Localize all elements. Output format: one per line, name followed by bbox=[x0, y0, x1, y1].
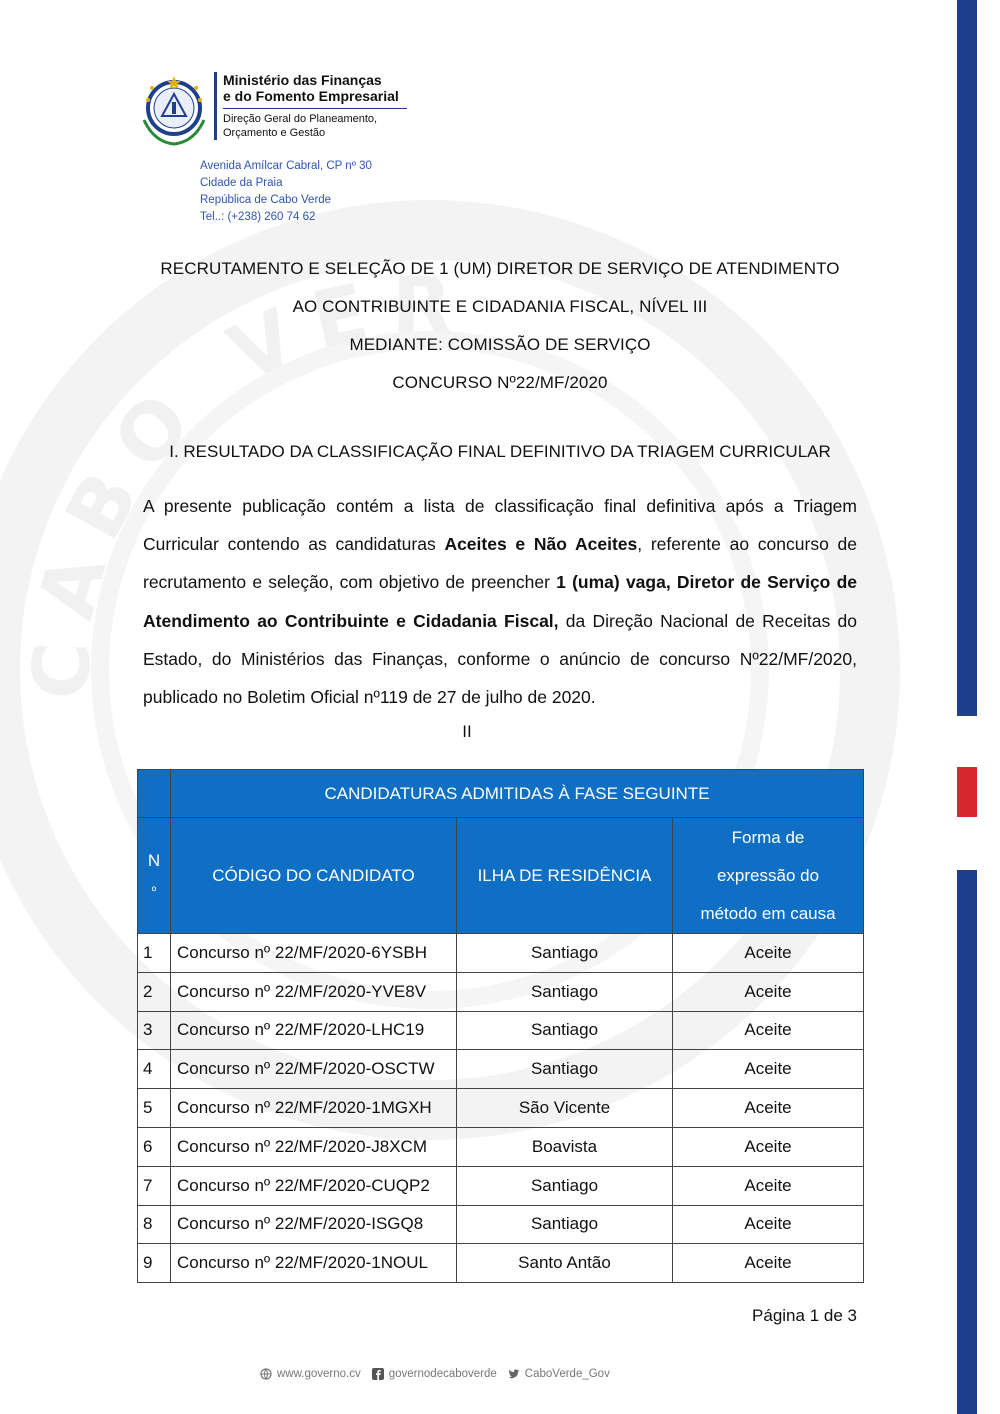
title-line: CONCURSO Nº22/MF/2020 bbox=[392, 373, 608, 392]
cell-candidate-code: Concurso nº 22/MF/2020-1NOUL bbox=[171, 1244, 457, 1283]
title-line: AO CONTRIBUINTE E CIDADANIA FISCAL, NÍVEL III bbox=[292, 297, 708, 316]
table-corner-cell bbox=[138, 770, 171, 818]
cell-number: 2 bbox=[138, 972, 171, 1011]
col-header-number-line1: N bbox=[147, 850, 161, 870]
cell-island: Santo Antão bbox=[457, 1244, 673, 1283]
footer-links bbox=[260, 1368, 610, 1380]
cell-number: 8 bbox=[138, 1205, 171, 1244]
table-row bbox=[138, 1205, 864, 1244]
cell-candidate-code: Concurso nº 22/MF/2020-YVE8V bbox=[171, 972, 457, 1011]
address-block bbox=[200, 158, 372, 226]
cell-number: 9 bbox=[138, 1244, 171, 1283]
candidates-table bbox=[137, 769, 864, 1283]
cell-candidate-code: Concurso nº 22/MF/2020-CUQP2 bbox=[171, 1166, 457, 1205]
cell-candidate-code: Concurso nº 22/MF/2020-LHC19 bbox=[171, 1011, 457, 1050]
col-header-number-line2: º bbox=[151, 883, 157, 898]
cell-candidate-code: Concurso nº 22/MF/2020-ISGQ8 bbox=[171, 1205, 457, 1244]
address-line: Tel..: (+238) 260 74 62 bbox=[200, 211, 316, 223]
section-roman-numeral: II bbox=[462, 722, 472, 741]
side-bar-blue-top bbox=[957, 0, 977, 716]
page-current: 1 bbox=[809, 1306, 820, 1325]
page-prefix: Página bbox=[752, 1306, 810, 1325]
cell-candidate-code: Concurso nº 22/MF/2020-OSCTW bbox=[171, 1050, 457, 1089]
cell-result: Aceite bbox=[673, 1089, 864, 1128]
address-line: Avenida Amílcar Cabral, CP nº 30 bbox=[200, 160, 372, 172]
cell-number: 1 bbox=[138, 934, 171, 973]
table-row bbox=[138, 1011, 864, 1050]
cell-island: Santiago bbox=[457, 972, 673, 1011]
cell-result: Aceite bbox=[673, 972, 864, 1011]
cell-result: Aceite bbox=[673, 1244, 864, 1283]
cell-result: Aceite bbox=[673, 1127, 864, 1166]
address-line: Cidade da Praia bbox=[200, 177, 283, 189]
globe-icon bbox=[260, 1368, 272, 1380]
cell-candidate-code: Concurso nº 22/MF/2020-1MGXH bbox=[171, 1089, 457, 1128]
table-row bbox=[138, 934, 864, 973]
table-row bbox=[138, 1089, 864, 1128]
cell-island: Santiago bbox=[457, 1166, 673, 1205]
table-row bbox=[138, 1244, 864, 1283]
table-caption: CANDIDATURAS ADMITIDAS À FASE SEGUINTE bbox=[171, 770, 864, 818]
table-row bbox=[138, 972, 864, 1011]
watermark-text: CABO VER bbox=[16, 261, 473, 701]
footer-website-link[interactable]: www.governo.cv bbox=[277, 1368, 361, 1380]
col-header-number bbox=[138, 818, 171, 934]
col-header-island: ILHA DE RESIDÊNCIA bbox=[457, 818, 673, 934]
intro-paragraph bbox=[143, 487, 857, 716]
cell-result: Aceite bbox=[673, 1011, 864, 1050]
cell-island: Santiago bbox=[457, 1050, 673, 1089]
paragraph-text: da Direção Nacional de Receitas do Estado, do Ministérios das Finanças, conforme o anúncio de concurso Nº22/MF/2020, publicado no Boletim Oficial nº119 de 27 de julho de 2020. bbox=[143, 610, 857, 708]
table-row bbox=[138, 1127, 864, 1166]
cell-number: 3 bbox=[138, 1011, 171, 1050]
header-divider bbox=[223, 108, 407, 109]
cell-result: Aceite bbox=[673, 934, 864, 973]
col-header-result: Forma de expressão do método em causa bbox=[673, 818, 864, 934]
twitter-icon bbox=[508, 1368, 520, 1380]
cell-result: Aceite bbox=[673, 1205, 864, 1244]
cell-island: São Vicente bbox=[457, 1089, 673, 1128]
footer-facebook-link[interactable]: governodecaboverde bbox=[388, 1368, 497, 1380]
cell-number: 5 bbox=[138, 1089, 171, 1128]
page-number bbox=[700, 1306, 857, 1326]
title-line: MEDIANTE: COMISSÃO DE SERVIÇO bbox=[349, 335, 651, 354]
cell-number: 7 bbox=[138, 1166, 171, 1205]
table-row bbox=[138, 1166, 864, 1205]
side-bar-red bbox=[957, 767, 977, 817]
ministry-name-line2: e do Fomento Empresarial bbox=[223, 88, 399, 104]
ministry-header bbox=[214, 72, 407, 140]
footer-twitter-link[interactable]: CaboVerde_Gov bbox=[524, 1368, 610, 1380]
facebook-icon bbox=[372, 1368, 384, 1380]
cell-island: Santiago bbox=[457, 934, 673, 973]
paragraph-text: , referente ao concurso de recrutamento e seleção, com objetivo de preencher bbox=[143, 534, 857, 593]
cell-island: Boavista bbox=[457, 1127, 673, 1166]
col-header-code: CÓDIGO DO CANDIDATO bbox=[171, 818, 457, 934]
title-line: RECRUTAMENTO E SELEÇÃO DE 1 (UM) DIRETOR DE SERVIÇO DE ATENDIMENTO bbox=[160, 259, 840, 278]
document-titles bbox=[120, 250, 880, 402]
cell-result: Aceite bbox=[673, 1166, 864, 1205]
cell-island: Santiago bbox=[457, 1205, 673, 1244]
paragraph-bold: Aceites e Não Aceites bbox=[444, 534, 638, 555]
paragraph-bold: 1 (uma) vaga, Diretor de Serviço de Atendimento ao Contribuinte e Cidadania Fiscal, bbox=[143, 572, 857, 631]
cell-island: Santiago bbox=[457, 1011, 673, 1050]
table-row bbox=[138, 1050, 864, 1089]
address-line: República de Cabo Verde bbox=[200, 194, 332, 206]
side-bar-blue-bottom bbox=[957, 870, 977, 1414]
dept-line1: Direção Geral do Planeamento, bbox=[223, 113, 378, 125]
paragraph-text: A presente publicação contém a lista de classificação final definitiva após a Triagem Curricular contendo as candidaturas bbox=[143, 496, 857, 555]
page-middle: de bbox=[819, 1306, 848, 1325]
section-title: I. RESULTADO DA CLASSIFICAÇÃO FINAL DEFINITIVO DA TRIAGEM CURRICULAR bbox=[169, 442, 831, 461]
dept-line2: Orçamento e Gestão bbox=[223, 127, 326, 139]
cell-candidate-code: Concurso nº 22/MF/2020-J8XCM bbox=[171, 1127, 457, 1166]
cell-number: 6 bbox=[138, 1127, 171, 1166]
page-total: 3 bbox=[847, 1306, 857, 1325]
ministry-name-line1: Ministério das Finanças bbox=[223, 72, 382, 88]
coat-of-arms-logo bbox=[134, 70, 214, 150]
cell-candidate-code: Concurso nº 22/MF/2020-6YSBH bbox=[171, 934, 457, 973]
cell-result: Aceite bbox=[673, 1050, 864, 1089]
cell-number: 4 bbox=[138, 1050, 171, 1089]
